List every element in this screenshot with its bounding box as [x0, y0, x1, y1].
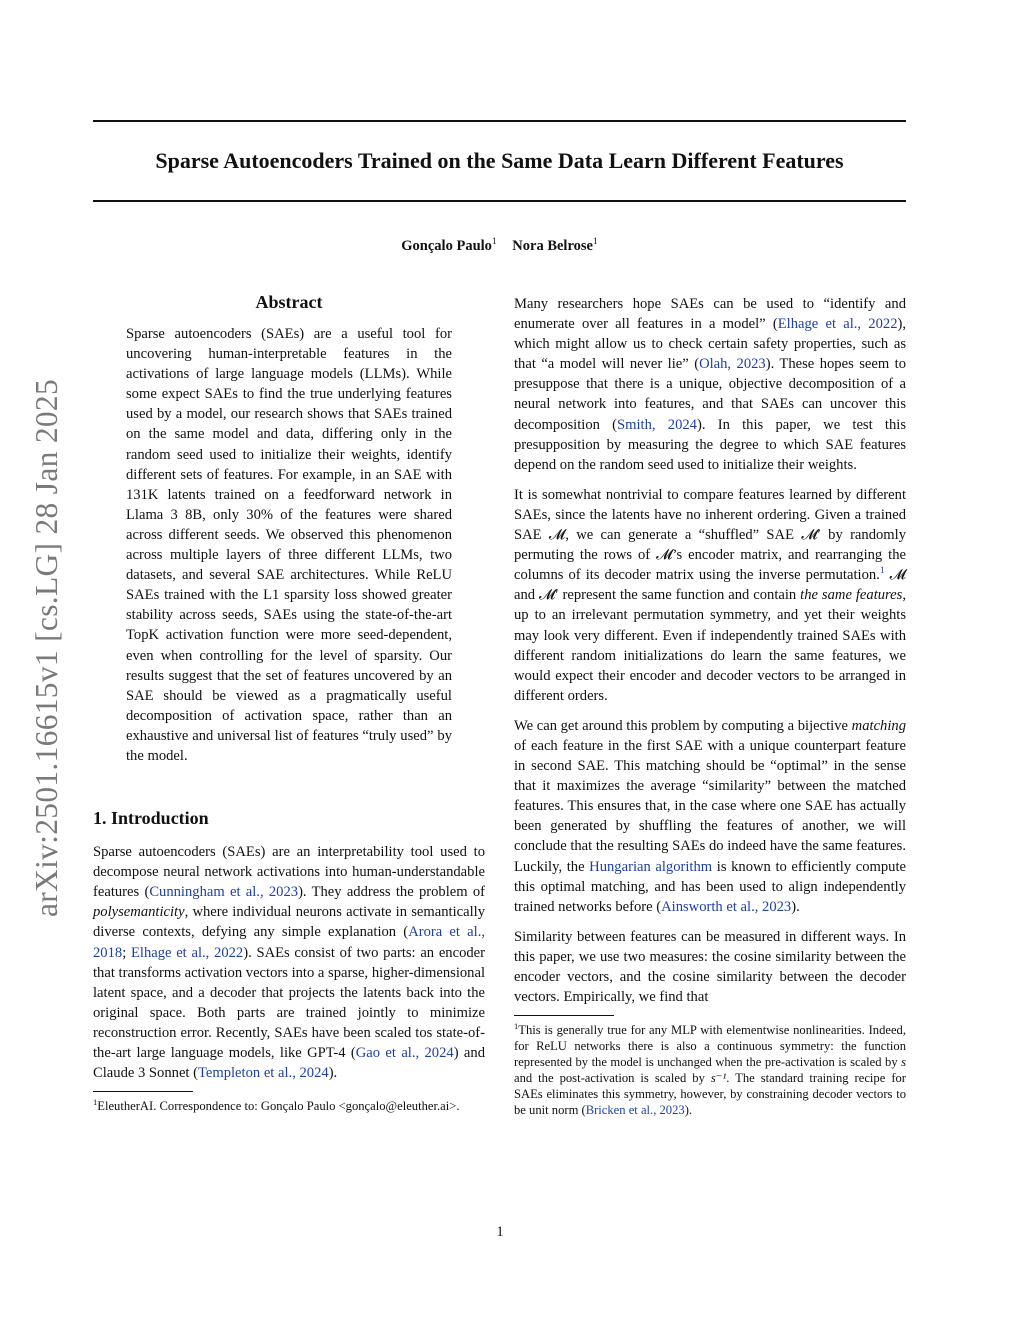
citation-link[interactable]: Ainsworth et al., 2023	[661, 898, 792, 915]
author-name: Gonçalo Paulo	[401, 238, 492, 254]
body-paragraph: Similarity between features can be measured in different ways. In this paper, we use two measures: the cosine similarity between the encoder vectors, and the cosine similarity between the decoder vectors. Empirically, we find that	[514, 928, 906, 1006]
citation-link[interactable]: Cunningham et al., 2023	[149, 884, 299, 901]
citation-link[interactable]: Templeton et al., 2024	[197, 1065, 329, 1082]
text-run: Sparse autoencoders (SAEs) are an interpretability tool used to decompose neural network activations into human-understandable features (	[93, 844, 485, 901]
text-run: ).	[791, 898, 800, 915]
math-variable: s⁻¹	[710, 1071, 727, 1086]
body-paragraph	[514, 294, 906, 475]
text-run: , up to an irrelevant permutation symmetry, and yet their weights may look very different. Even if independently trained SAEs with different random initializations do learn the same features, we would expect their encoder and decoder vectors to be arranged in different orders.	[514, 587, 906, 704]
math-symbol: 𝓜′	[539, 587, 559, 604]
title-top-rule	[93, 120, 906, 122]
text-run: and	[514, 587, 540, 604]
footnote-rule	[93, 1091, 193, 1092]
title-bottom-rule	[93, 200, 906, 202]
affiliation-footnote	[93, 1098, 485, 1114]
text-run: ).	[684, 1103, 693, 1118]
text-run: , where individual neurons activate in semantically diverse contexts, defying any simple explanation (	[93, 904, 485, 941]
paper-title: Sparse Autoencoders Trained on the Same Data Learn Different Features	[155, 148, 844, 173]
hungarian-algorithm-link[interactable]: Hungarian algorithm	[589, 858, 713, 875]
introduction-paragraph	[93, 842, 485, 1083]
body-paragraph	[514, 485, 906, 706]
math-symbol: 𝓜	[656, 547, 673, 564]
text-run: of each feature in the first SAE with a unique counterpart feature in second SAE. This matching should be “optimal” in the sense that it maximizes the average “similarity” between the matched features. This ensures that, in the case where one SAE has actually been generated by shuffling the features of another, we will conclude that the resulting SAEs do indeed have the same features. Luckily, the	[514, 737, 906, 875]
text-run: ). These hopes seem to presuppose that there is a unique, objective decomposition of a neural network into features, and that SAEs can uncover this decomposition (	[514, 356, 906, 433]
text-run: and the post-activation is scaled by	[514, 1071, 711, 1086]
citation-link[interactable]: Arora et al., 2018	[93, 924, 485, 961]
text-run: Many researchers hope SAEs can be used to “identify and enumerate over all features in a model” (	[514, 296, 906, 333]
emphasis: polysemanticity	[93, 904, 185, 921]
text-run: We can get around this problem by computing a bijective	[514, 717, 852, 734]
page-number: 1	[496, 1224, 504, 1240]
introduction-heading: 1. Introduction	[93, 808, 209, 829]
text-run: ) and Claude 3 Sonnet (	[93, 1045, 485, 1082]
left-column	[93, 290, 485, 1114]
citation-link[interactable]: Olah, 2023	[699, 356, 766, 373]
text-run: ), which might allow us to check certain safety properties, such as that “a model will never lie” (	[514, 316, 907, 373]
text-run: ’s encoder matrix, and rearranging the columns of its decoder matrix using the inverse permutation.	[514, 547, 906, 584]
abstract-heading: Abstract	[255, 292, 323, 312]
author-list	[93, 236, 906, 256]
citation-link[interactable]: Gao et al., 2024	[355, 1045, 454, 1061]
math-symbol: 𝓜	[548, 527, 566, 544]
citation-link[interactable]: Bricken et al., 2023	[585, 1103, 685, 1118]
author	[512, 236, 597, 256]
author-affiliation: 1	[592, 237, 598, 248]
author	[401, 236, 496, 256]
author-affiliation: 1	[491, 237, 497, 248]
citation-link[interactable]: Smith, 2024	[617, 416, 697, 433]
footnote-rule	[514, 1015, 614, 1016]
text-run: ). They address the problem of	[298, 884, 485, 901]
footnote	[514, 1022, 906, 1118]
footnote-mark: 1	[514, 1021, 519, 1031]
text-run: is known to efficiently compute this optimal matching, and has been used to align independently trained networks before (	[514, 858, 907, 915]
math-symbol: 𝓜	[889, 567, 906, 584]
text-run: . The standard training recipe for SAEs eliminates this symmetry, however, by constraining decoder vectors to be unit norm (	[514, 1071, 907, 1118]
emphasis: the same features	[800, 587, 903, 604]
text-run: ). SAEs consist of two parts: an encoder that transforms activation vectors into a sparse, higher-dimensional latent space, and a decoder that projects the latents back into the original space. Both parts are trained jointly to minimize reconstruction error. Recently, SAEs have been scaled tos state-of-the-art large language models, like GPT-4 (	[93, 944, 486, 1061]
text-run: , we can generate a “shuffled” SAE	[565, 527, 802, 544]
text-run: ).	[328, 1065, 338, 1082]
abstract-text: Sparse autoencoders (SAEs) are a useful tool for uncovering human-interpretable features in the activations of large language models (LLMs). While some expect SAEs to find the true underlying features used by a model, our research shows that SAEs trained on the same model and data, differing only in the random seed used to initialize their weights, identify different sets of features. For example, in an SAE with 131K latents trained on a feedforward network in Llama 3 8B, only 30% of the features were shared across different seeds. We observed this phenomenon across multiple layers of three different LLMs, two datasets, and several SAE architectures. While ReLU SAEs trained with the L1 sparsity loss showed greater stability across seeds, SAEs using the state-of-the-art TopK activation function were more seed-dependent, even when controlling for the level of sparsity. Our results suggest that the set of features uncovered by an SAE should be viewed as a pragmatically useful decomposition of activation space, rather than an exhaustive and universal list of features “truly used” by the model.	[126, 326, 452, 764]
footnote-text: EleutherAI. Correspondence to: Gonçalo Paulo <gonçalo@eleuther.ai>.	[97, 1099, 460, 1114]
emphasis: matching	[851, 717, 906, 734]
text-run: This is generally true for any MLP with elementwise nonlinearities. Indeed, for ReLU networks there is also a continuous symmetry: the function represented by the model is unchanged when the pre-activation is scaled by	[514, 1023, 906, 1070]
footnote-mark: 1	[93, 1097, 98, 1107]
text-run: represent the same function and contain	[558, 587, 801, 604]
citation-link[interactable]: Elhage et al., 2022	[130, 944, 244, 961]
text-run: ). In this paper, we test this presupposition by measuring the degree to which SAE features depend on the random seed used to initialize their weights.	[514, 416, 906, 473]
text-run: It is somewhat nontrivial to compare features learned by different SAEs, since the latents have no inherent ordering. Given a trained SAE	[514, 486, 906, 544]
body-paragraph	[514, 716, 906, 917]
text-run: ;	[122, 944, 131, 961]
arxiv-identifier: arXiv:2501.16615v1 [cs.LG] 28 Jan 2025	[29, 378, 64, 918]
right-column	[514, 294, 906, 1118]
citation-link[interactable]: Elhage et al., 2022	[777, 316, 898, 333]
math-symbol: 𝓜′	[801, 527, 821, 544]
author-name: Nora Belrose	[512, 238, 593, 254]
text-run: by randomly permuting the rows of	[514, 527, 907, 564]
footnote-reference[interactable]: 1	[879, 566, 885, 577]
math-variable: s	[901, 1055, 906, 1070]
